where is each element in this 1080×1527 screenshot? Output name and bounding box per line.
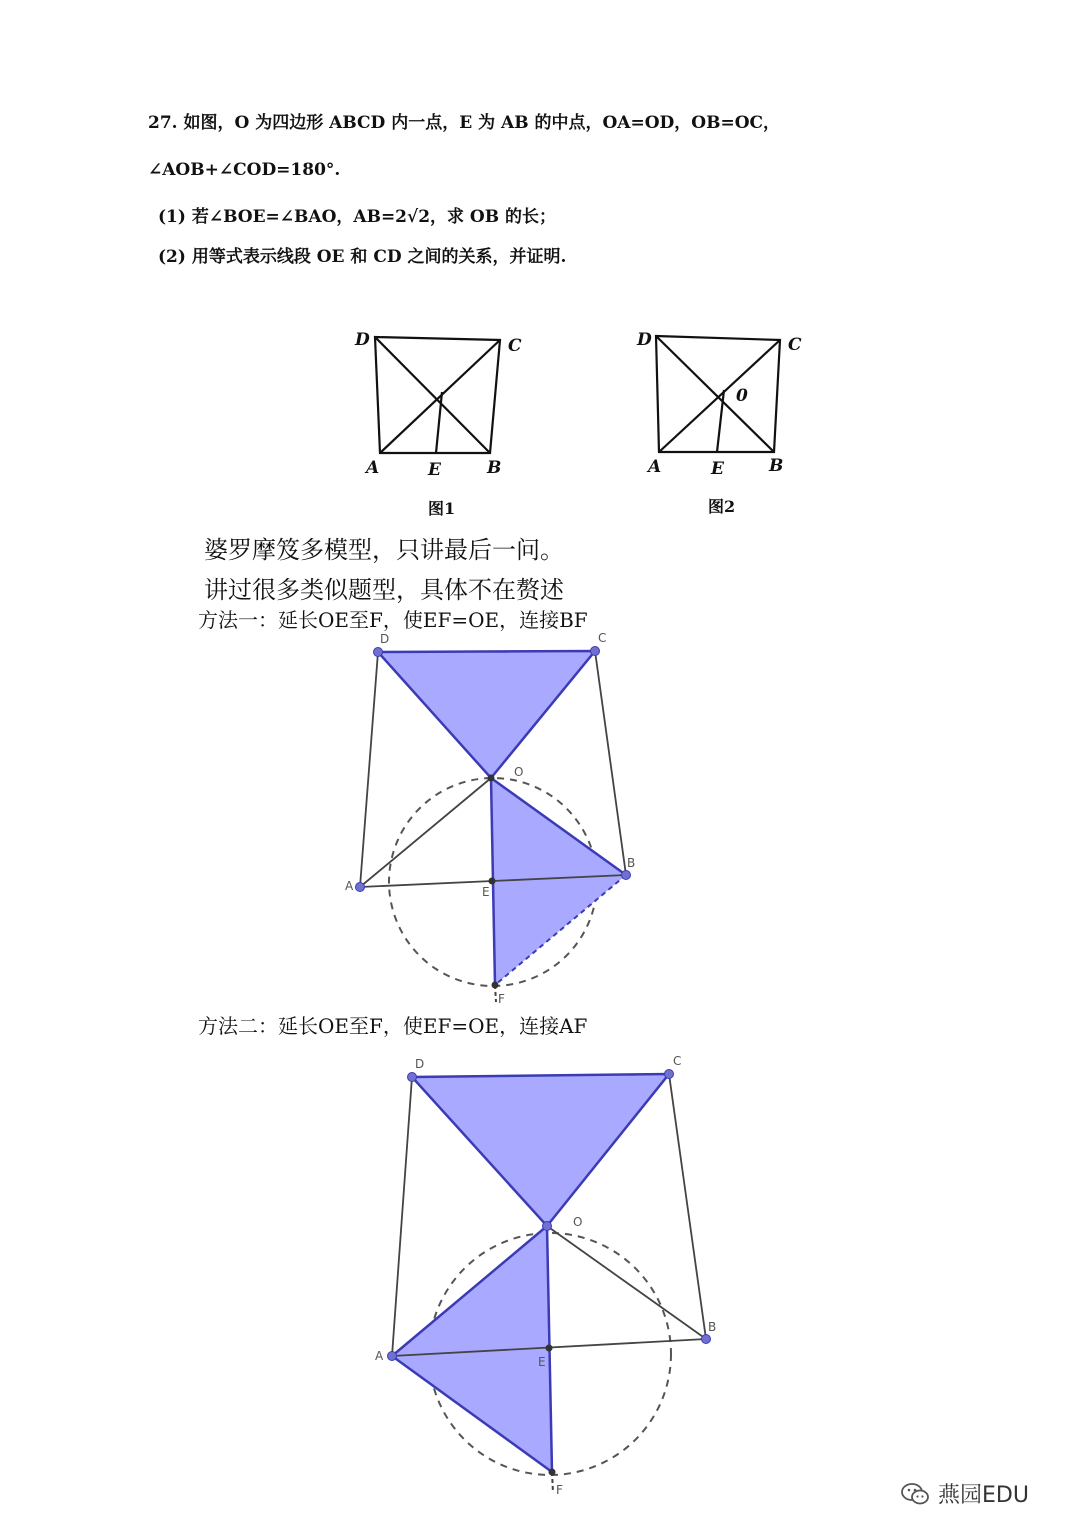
fig2-label-o: 0: [736, 386, 748, 406]
m2-label-a: A: [375, 1349, 384, 1363]
m1-label-e: E: [482, 885, 490, 899]
question-2: (2) 用等式表示线段 OE 和 CD 之间的关系，并证明.: [158, 247, 567, 267]
note-line-2: 讲过很多类似题型，具体不在赘述: [204, 576, 564, 604]
figure-2: [632, 322, 812, 487]
watermark-text: 燕园EDU: [938, 1483, 1029, 1508]
problem-line-2: ∠AOB+∠COD=180°.: [148, 160, 341, 180]
fig1-label-b: B: [487, 458, 502, 478]
m2-label-o: O: [573, 1215, 583, 1229]
method-2-text: 方法二：延长OE至F，使EF=OE，连接AF: [198, 1014, 588, 1038]
m1-label-f: F: [498, 992, 505, 1006]
fig2-label-c: C: [788, 335, 802, 355]
m2-label-b: B: [708, 1320, 717, 1334]
m2-label-f: F: [556, 1483, 563, 1497]
fig2-label-d: D: [637, 330, 652, 350]
method-2-diagram: [370, 1048, 730, 1508]
wechat-icon: [900, 1481, 930, 1507]
method-1-diagram: [330, 630, 650, 1010]
watermark: [900, 1478, 1029, 1509]
fig1-label-a: A: [366, 458, 380, 478]
fig2-label-a: A: [648, 457, 662, 477]
m1-label-b: B: [627, 856, 636, 870]
fig2-label-e: E: [711, 459, 724, 479]
m1-label-d: D: [380, 632, 390, 646]
note-line-1: 婆罗摩笈多模型，只讲最后一问。: [204, 536, 564, 564]
problem-line-1: 27. 如图，O 为四边形 ABCD 内一点，E 为 AB 的中点，OA=OD，OB=OC，: [148, 113, 781, 133]
method-1-text: 方法一：延长OE至F，使EF=OE，连接BF: [198, 608, 588, 632]
fig1-label-c: C: [508, 336, 522, 356]
m2-label-e: E: [538, 1355, 546, 1369]
figure-1: [350, 325, 530, 490]
m2-label-d: D: [415, 1057, 425, 1071]
question-1: (1) 若∠BOE=∠BAO，AB=2√2，求 OB 的长；: [158, 207, 557, 227]
m2-label-c: C: [673, 1054, 682, 1068]
m1-label-o: O: [514, 765, 524, 779]
fig2-label-b: B: [769, 456, 784, 476]
fig1-label-e: E: [428, 460, 441, 480]
fig1-label-d: D: [355, 330, 370, 350]
figure-1-caption: 图1: [428, 499, 456, 518]
m1-label-a: A: [345, 879, 354, 893]
figure-2-caption: 图2: [708, 497, 736, 516]
m1-label-c: C: [598, 631, 607, 645]
